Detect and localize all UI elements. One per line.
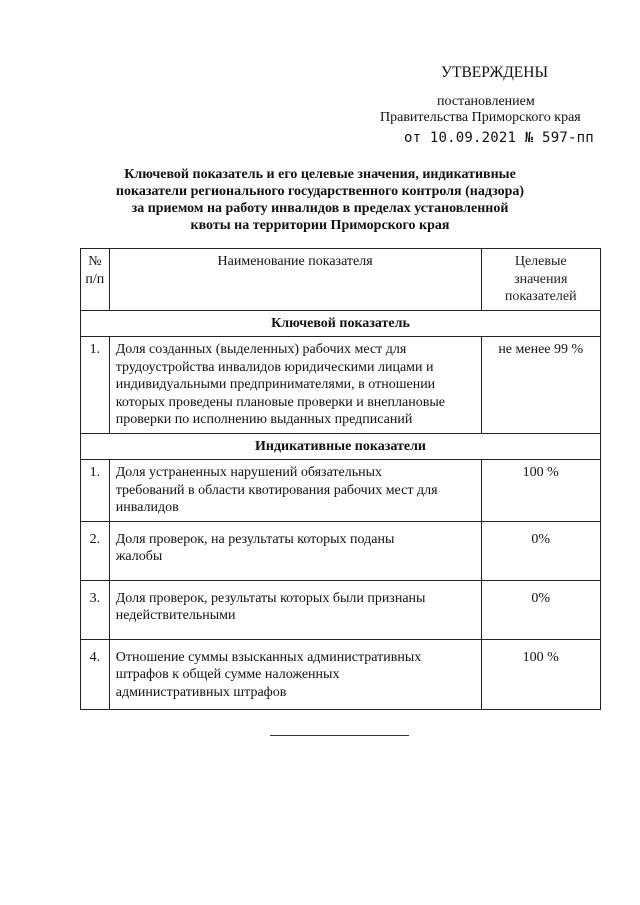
header-value-line: Целевые [514, 254, 567, 269]
header-target-values [481, 249, 601, 311]
approval-line-1: постановлением [437, 94, 535, 109]
row-name-line: административных штрафов [115, 684, 287, 700]
row-name-line: недействительными [115, 608, 236, 623]
row-number: 1. [81, 460, 110, 522]
header-number [81, 249, 110, 311]
header-number-line: п/п [85, 271, 105, 287]
row-indicator-name [109, 521, 481, 580]
header-value-line: показателей [504, 289, 577, 304]
table-row [81, 580, 601, 639]
section-title-indicative: Индикативные показатели [81, 433, 601, 460]
row-name-line: индивидуальными предпринимателями, в отношении [115, 377, 436, 392]
approval-resolution-number: от 10.09.2021 № 597-пп [404, 130, 594, 146]
row-name-line: штрафов к общей сумме наложенных [115, 667, 340, 682]
row-number: 2. [81, 521, 110, 580]
table-header-row [81, 249, 601, 311]
indicators-table [80, 248, 601, 710]
row-name-line: Отношение суммы взысканных административных [115, 649, 422, 665]
document-title-line: за приемом на работу инвалидов в пределах установленной [131, 201, 509, 216]
row-target-value: 0% [481, 521, 601, 580]
row-indicator-name [109, 639, 481, 710]
row-name-line: Доля созданных (выделенных) рабочих мест для [115, 342, 407, 357]
row-number: 1. [81, 337, 110, 434]
header-number-line: № [88, 254, 102, 269]
row-number: 3. [81, 580, 110, 639]
document-title-line: квоты на территории Приморского края [190, 218, 450, 233]
row-name-line: требований в области квотирования рабочих мест для [115, 482, 438, 498]
row-name-line: жалобы [115, 549, 163, 564]
document-title-line: показатели регионального государственного контроля (надзора) [115, 184, 525, 199]
row-name-line: Доля проверок, результаты которых были признаны [115, 590, 426, 606]
row-indicator-name [109, 580, 481, 639]
row-name-line: Доля устраненных нарушений обязательных [115, 465, 383, 480]
table-row [81, 521, 601, 580]
row-indicator-name [109, 460, 481, 522]
row-target-value: 100 % [481, 460, 601, 522]
header-value-line: значения [514, 271, 568, 287]
document-title-line: Ключевой показатель и его целевые значения, индикативные [124, 167, 516, 182]
row-target-value: 100 % [481, 639, 601, 710]
row-target-value: не менее 99 % [481, 337, 601, 434]
approval-title: УТВЕРЖДЕНЫ [441, 64, 548, 81]
approval-line-2: Правительства Приморского края [380, 110, 581, 125]
row-indicator-name [109, 337, 481, 434]
row-number: 4. [81, 639, 110, 710]
section-row [81, 310, 601, 337]
table-row [81, 460, 601, 522]
row-name-line: инвалидов [115, 500, 179, 515]
row-name-line: проверки по исполнению выданных предписаний [115, 412, 413, 427]
table-row [81, 337, 601, 434]
section-title-key: Ключевой показатель [81, 310, 601, 337]
row-name-line: трудоустройства инвалидов юридическими лицами и [115, 359, 434, 375]
document-title [80, 166, 560, 234]
table-row [81, 639, 601, 710]
row-name-line: Доля проверок, на результаты которых поданы [115, 531, 395, 547]
row-target-value: 0% [481, 580, 601, 639]
end-rule-divider [270, 735, 409, 736]
row-name-line: которых проведены плановые проверки и внеплановые [115, 394, 445, 410]
section-row [81, 433, 601, 460]
header-indicator-name: Наименование показателя [109, 249, 481, 311]
